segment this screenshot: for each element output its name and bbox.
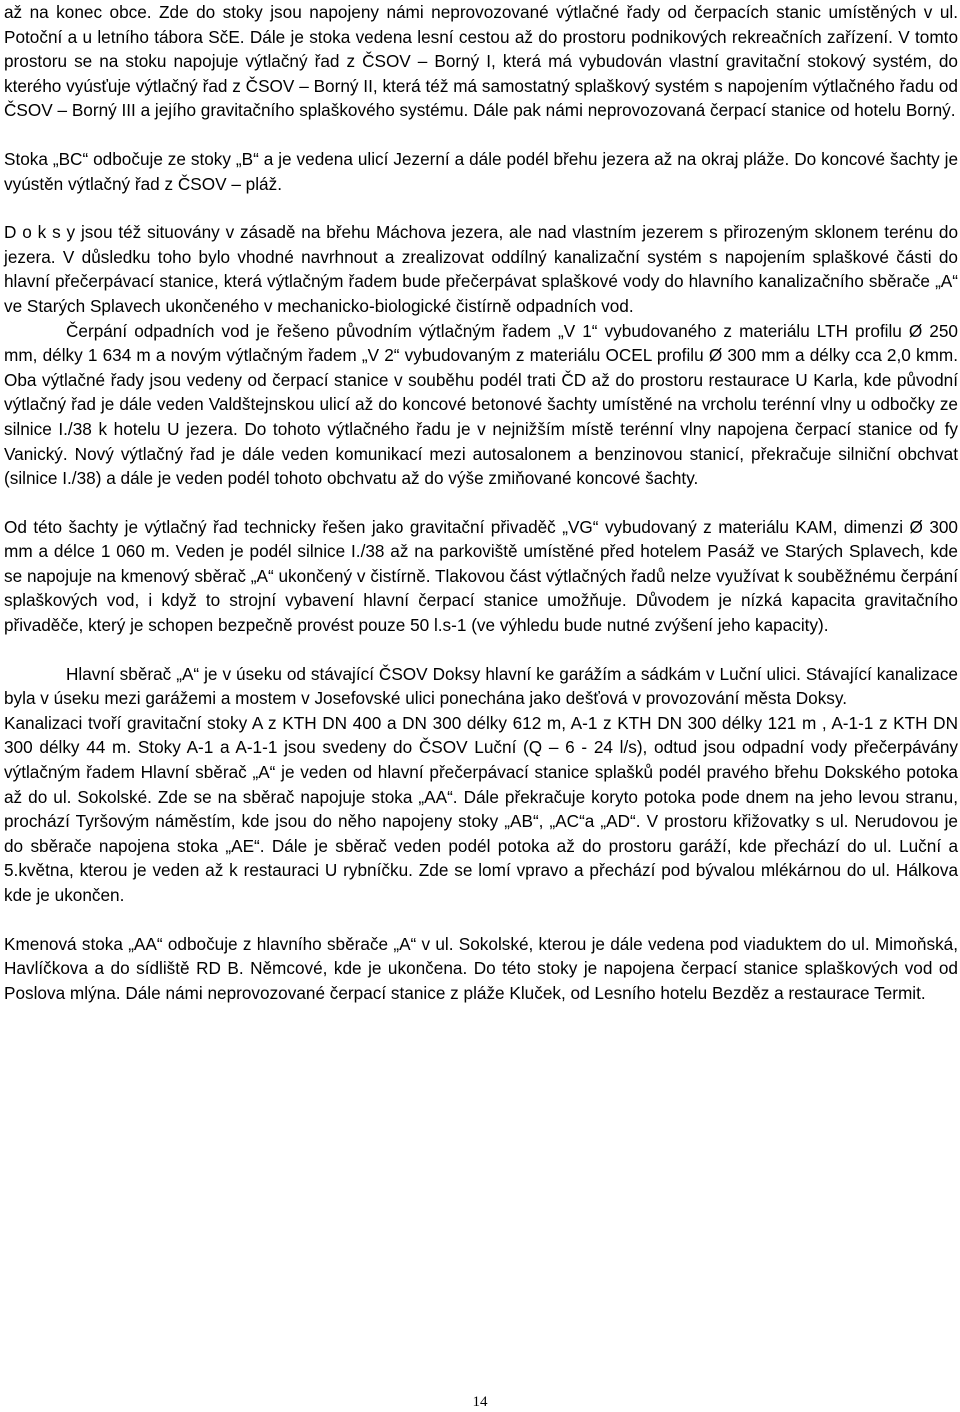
paragraph-kmenova-stoka-aa: Kmenová stoka „AA“ odbočuje z hlavního sběrače „A“ v ul. Sokolské, kterou je dále vedena pod viaduktem do ul. Mimoňská, Havlíčkova a do sídliště RD B. Němcové, kde je ukončena. Do této stoky je napojena čerpací stanice splaškových vod od Poslova mlýna. Dále námi neprovozované čerpací stanice z pláže Kluček, od Lesního hotelu Bezděz a restaurace Termit. — [4, 933, 958, 1003]
page-number: 14 — [472, 1394, 488, 1410]
paragraph-hlavni-sberac: Hlavní sběrač „A“ je v úseku od stávající ČSOV Doksy hlavní ke garážím a sádkám v Luční ulici. Stávající kanalizace byla v úseku mezi garážemi a mostem v Josefovské ulici ponechána jako dešťová v provozování města Doksy. — [4, 663, 958, 709]
paragraph-kanalizace: Kanalizaci tvoří gravitační stoky A z KTH DN 400 a DN 300 délky 612 m, A-1 z KTH DN 300 délky 121 m , A-1-1 z KTH DN 300 délky 44 m. Stoky A-1 a A-1-1 jsou svedeny do ČSOV Luční (Q – 6 - 24 l/s), odtud jsou odpadní vody přečerpávány výtlačným řadem Hlavní sběrač „A“ je veden od hlavní přečerpávací stanice splašků podél pravého břehu Dokského potoka až do ul. Sokolské. Zde se na sběrač napojuje stoka „AA“. Dále překračuje koryto potoka pode dnem na jeho levou stranu, prochází Tyršovým náměstím, kde jsou do něho napojeny stoky „AB“, „AC“a „AD“. V prostoru křižovatky s ul. Nerudovou je do sběrače napojena stoka „AE“. Dále je sběrač veden podél potoka až do prostoru garáží, kde přechází do ul. Luční a 5.května, kterou je veden až k restauraci U rybníčku. Zde se lomí vpravo a přechází pod bývalou mlékárnou do ul. Hálkova kde je ukončen. — [4, 712, 958, 905]
paragraph-cerpani: Čerpání odpadních vod je řešeno původním výtlačným řadem „V 1“ vybudovaného z materiálu LTH profilu Ø 250 mm, délky 1 634 m a novým výtlačným řadem „V 2“ vybudovaným z materiálu OCEL profilu Ø 300 mm a délky cca 2,0 kmm. Oba výtlačné řady jsou vedeny od čerpací stanice v souběhu podél trati ČD až do prostoru restaurace U Karla, kde původní výtlačný řad je dále veden Valdštejnskou ulicí až do koncové betonové šachty umístěné na vrcholu terénní vlny u odbočky ze silnice I./38 k hotelu U jezera. Do tohoto výtlačného řadu je v nejnižším místě terénní vlny napojena čerpací stanice od fy Vanický. Nový výtlačný řad je dále veden komunikací mezi autosalonem a benzinovou stanicí, překračuje silniční obchvat (silnice I./38) a dále je veden podél tohoto obchvatu až do výše zmiňované koncové šachty. — [4, 320, 958, 489]
paragraph-stoka-b-continuation: až na konec obce. Zde do stoky jsou napojeny námi neprovozované výtlačné řady od čerpacích stanic umístěných v ul. Potoční a u letního tábora SčE. Dále je stoka vedena lesní cestou až do prostoru podnikových rekreačních zařízení. V tomto prostoru se na stoku napojuje výtlačný řad z ČSOV – Borný I, která má vybudován vlastní gravitační stokový systém, do kterého vyúsťuje výtlačný řad z ČSOV – Borný II, která též má samostatný splaškový systém s napojením výtlačného řadu od ČSOV – Borný III a jejího gravitačního splaškového systému. Dále pak námi neprovozovaná čerpací stanice od hotelu Borný. — [4, 2, 958, 121]
paragraph-gravitacni-privadec: Od této šachty je výtlačný řad technicky řešen jako gravitační přivaděč „VG“ vybudovaný z materiálu KAM, dimenzi Ø 300 mm a délce 1 060 m. Veden je podél silnice I./38 až na parkoviště umístěné před hotelem Pasáž ve Starých Splavech, kde se napojuje na kmenový sběrač „A“ ukončený v čistírně. Tlakovou část výtlačných řadů nelze využívat k souběžnému čerpání splaškových vod, i když to strojní vybavení hlavní čerpací stanice umožňuje. Důvodem je nízká kapacita gravitačního přivaděče, který je schopen bezpečně provést pouze 50 l.s-1 (ve výhledu bude nutné zvýšení jeho kapacity). — [4, 516, 958, 636]
paragraph-stoka-bc: Stoka „BC“ odbočuje ze stoky „B“ a je vedena ulicí Jezerní a dále podél břehu jezera až na okraj pláže. Do koncové šachty je vyústěn výtlačný řad z ČSOV – pláž. — [4, 148, 958, 194]
paragraph-doksy-intro: D o k s y jsou též situovány v zásadě na břehu Máchova jezera, ale nad vlastním jezerem s přirozeným sklonem terénu do jezera. V důsledku toho bylo vhodné navrhnout a zrealizovat oddílný kanalizační systém s napojením splaškové části do hlavní přečerpávací stanice, která výtlačným řadem bude přečerpávat splaškové vody do hlavního kanalizačního sběrače „A“ ve Starých Splavech ukončeného v mechanicko-biologické čistírně odpadních vod. — [4, 222, 958, 316]
